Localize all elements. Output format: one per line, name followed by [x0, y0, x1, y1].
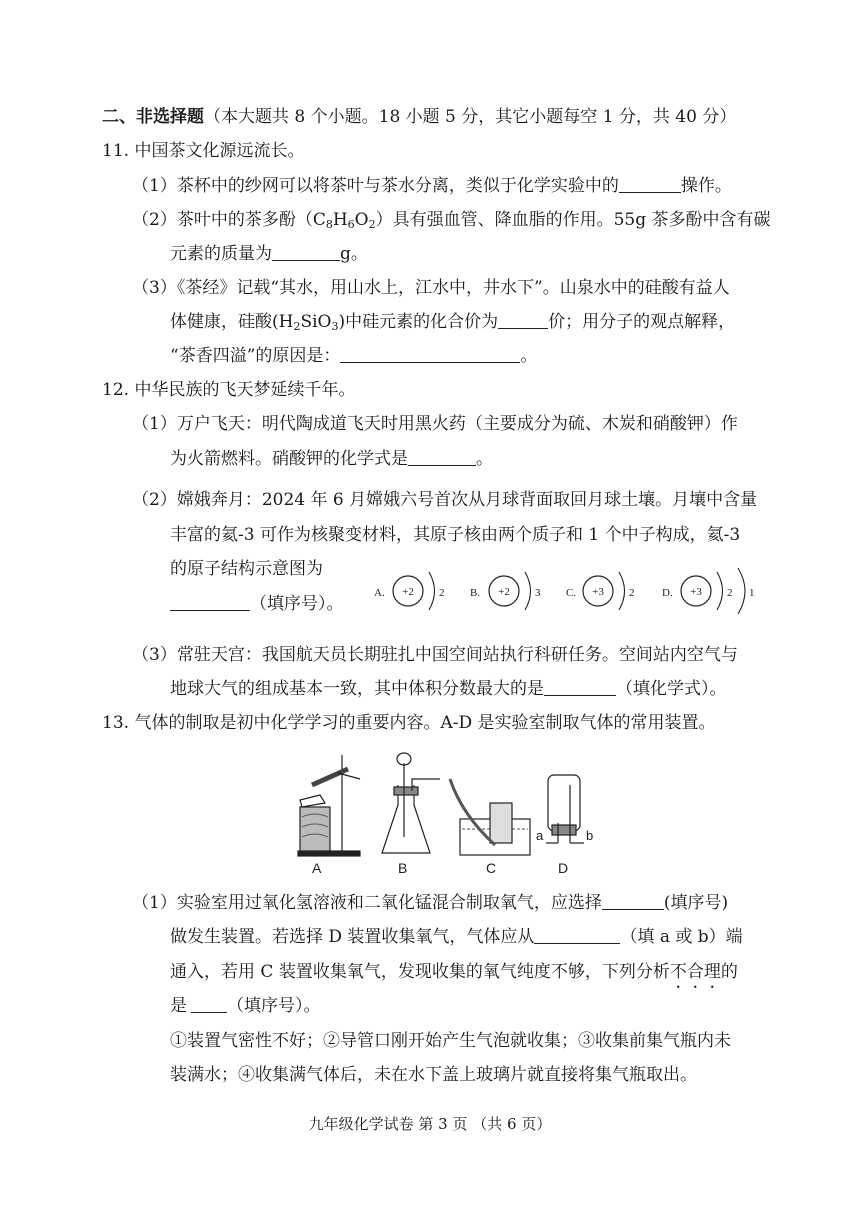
q11-part3-blank2[interactable] — [340, 344, 520, 363]
option-b-label: B. — [470, 587, 481, 599]
label-d: D — [558, 860, 569, 876]
q11-part2-line2 — [170, 242, 368, 266]
q13-part1-hint: (填序号) — [663, 893, 729, 913]
q13-part1-blank2[interactable] — [534, 925, 620, 944]
q12-part1: （1）万户飞天：明代陶成道飞天时用黑火药（主要成分为硫、木炭和硝酸钾）作 — [132, 414, 738, 434]
label-b: B — [398, 860, 408, 876]
formula-element: O — [354, 210, 369, 230]
q13-part1-line3 — [170, 960, 738, 984]
q11-part2-blank[interactable] — [272, 242, 340, 261]
section-title: 二、非选择题 — [102, 107, 204, 127]
option-b-nucleus: +2 — [498, 586, 510, 598]
option-a-label: A. — [374, 587, 385, 599]
q11-part3-line3 — [170, 344, 537, 368]
formula-sub: 2 — [293, 320, 301, 333]
option-d-shell-arc-1 — [717, 572, 723, 610]
q13-part1-hint-c: （填序号）。 — [227, 996, 321, 1016]
q12-part2-line3: 的原子结构示意图为 — [170, 559, 323, 579]
q13-part1-text-e: 是 — [170, 996, 187, 1016]
q11-part1-blank[interactable] — [619, 174, 681, 193]
q11-part1-tail: 操作。 — [680, 176, 732, 196]
port-a-label: a — [536, 828, 544, 843]
collection-bottle — [548, 775, 580, 831]
q13-part1-text-d: 的 — [720, 962, 738, 982]
q12-part3-tail: （填化学式）。 — [616, 679, 727, 699]
q13-part1-hint-b: （填 a 或 b）端 — [620, 927, 743, 947]
option-c-shell-1: 2 — [629, 587, 635, 599]
q13-stem: 13. 气体的制取是初中化学学习的重要内容。A-D 是实验室制取气体的常用装置。 — [102, 713, 716, 733]
q12-part2-line2: 丰富的氦-3 可作为核聚变材料，其原子核由两个质子和 1 个中子构成，氦-3 — [170, 525, 741, 545]
section-header — [102, 105, 736, 129]
q12-part2-blank[interactable] — [170, 592, 250, 611]
option-b-diagram[interactable] — [470, 572, 541, 610]
q11-part3-text-b: )中硅元素的化合价为 — [338, 312, 499, 332]
q12-part2-tail: （填序号）。 — [250, 594, 344, 614]
q12-part1-period: 。 — [476, 449, 493, 469]
option-d-nucleus: +3 — [690, 586, 702, 598]
emphasis-char: 理 — [703, 962, 721, 982]
q13-options-line2: 装满水；④收集满气体后，未在水下盖上玻璃片就直接将集气瓶取出。 — [170, 1065, 697, 1085]
option-c-diagram[interactable] — [566, 572, 635, 610]
q12-part2: （2）嫦娥奔月：2024 年 6 月嫦娥六号首次从月球背面取回月球土壤。月壤中含量 — [132, 490, 758, 510]
q12-part1-blank[interactable] — [408, 447, 476, 466]
q12-part3-line2 — [170, 677, 727, 701]
q11-part3-line2 — [170, 310, 735, 339]
option-d-shell-2: 1 — [749, 587, 755, 599]
q11-part3-text-c: 价；用分子的观点解释， — [548, 312, 736, 332]
emphasis-char: 合 — [686, 962, 704, 982]
flask-stopper — [394, 787, 418, 795]
option-d-diagram[interactable] — [662, 568, 755, 614]
formula-sub: 6 — [347, 218, 355, 231]
option-a-shell-arc — [429, 572, 435, 610]
q12-stem: 12. 中华民族的飞天梦延续千年。 — [102, 380, 356, 400]
option-b-shell-arc — [525, 572, 531, 610]
flame-icon — [300, 795, 325, 807]
q13-part1-text-b: 做发生装置。若选择 D 装置收集氧气，气体应从 — [170, 927, 535, 947]
option-c-shell-arc — [619, 572, 625, 610]
q12-part2-line4 — [170, 592, 344, 616]
q13-part1 — [132, 891, 728, 915]
option-b-shell-1: 3 — [535, 587, 541, 599]
apparatus-a — [298, 755, 360, 856]
delivery-tube-c — [450, 779, 495, 845]
q13-part1-blank1[interactable] — [602, 891, 664, 910]
option-a-nucleus: +2 — [402, 586, 414, 598]
apparatus-b — [382, 753, 440, 853]
formula-element: SiO — [300, 312, 332, 332]
apparatus-c — [450, 779, 530, 855]
section-note: （本大题共 8 个小题。18 小题 5 分，其它小题每空 1 分，共 40 分） — [204, 107, 737, 127]
formula-sub: 8 — [325, 218, 333, 231]
q12-part1-line2 — [170, 447, 493, 471]
q13-options-line1: ①装置气密性不好；②导管口刚开始产生气泡就收集；③收集前集气瓶内未 — [170, 1031, 731, 1051]
q11-part2-unit: g。 — [340, 244, 368, 264]
q11-part2-text: （2）茶叶中的茶多酚（C — [132, 210, 326, 230]
option-c-label: C. — [566, 587, 577, 599]
q12-part3: （3）常驻天宫：我国航天员长期驻扎中国空间站执行科研任务。空间站内空气与 — [132, 645, 738, 665]
q11-part1-text: （1）茶杯中的纱网可以将茶叶与茶水分离，类似于化学实验中的 — [132, 176, 619, 196]
q13-part1-text-c: 通入，若用 C 装置收集氧气，发现收集的氧气纯度不够，下列分析 — [170, 962, 670, 982]
apparatus-figure — [290, 745, 610, 880]
q11-part2-text-c: 元素的质量为 — [170, 244, 272, 264]
q11-part3-text-d: “茶香四溢”的原因是： — [170, 346, 341, 366]
atomic-structure-options — [366, 556, 776, 626]
page-footer: 九年级化学试卷 第 3 页 （共 6 页） — [308, 1115, 552, 1133]
formula-element: H — [332, 210, 348, 230]
q11-part3-blank1[interactable] — [498, 310, 548, 329]
label-a: A — [312, 860, 322, 876]
q13-part1-blank3[interactable] — [191, 994, 227, 1013]
q11-part3-text: 体健康，硅酸(H — [170, 312, 294, 332]
q11-part3: （3）《茶经》记载“其水，用山水上，江水中，井水下”。山泉水中的硅酸有益人 — [132, 278, 730, 298]
test-tube — [312, 769, 348, 785]
option-d-shell-1: 2 — [727, 587, 733, 599]
q11-part2-text-b: ）具有强血管、降血脂的作用。55g 茶多酚中含有碳 — [375, 210, 771, 230]
q13-part1-line4 — [170, 994, 321, 1018]
gas-jar — [490, 803, 512, 843]
option-a-diagram[interactable] — [374, 572, 445, 610]
option-d-shell-arc-2 — [738, 568, 745, 614]
emphasis-char: 不 — [669, 962, 687, 982]
q11-part1 — [132, 174, 732, 198]
q12-part1-text: 为火箭燃料。硝酸钾的化学式是 — [170, 449, 408, 469]
q13-part1-text: （1）实验室用过氧化氢溶液和二氧化锰混合制取氧气，应选择 — [132, 893, 602, 913]
bottle-stopper — [552, 825, 576, 835]
stand-base — [298, 851, 360, 856]
option-c-nucleus: +3 — [592, 586, 604, 598]
formula-sub: 3 — [331, 320, 339, 333]
delivery-tube — [338, 773, 360, 779]
port-b-label: b — [586, 828, 594, 843]
q11-stem: 11. 中国茶文化源远流长。 — [102, 141, 305, 161]
q11-part2 — [132, 208, 771, 237]
q12-part3-blank[interactable] — [544, 677, 616, 696]
formula-sub: 2 — [368, 218, 376, 231]
label-c: C — [486, 860, 497, 876]
apparatus-d — [546, 775, 584, 843]
option-d-label: D. — [662, 587, 673, 599]
q11-part3-period: 。 — [520, 346, 538, 366]
option-a-shell-1: 2 — [439, 587, 445, 599]
q13-part1-line2 — [170, 925, 743, 949]
q12-part3-text: 地球大气的组成基本一致，其中体积分数最大的是 — [170, 679, 544, 699]
